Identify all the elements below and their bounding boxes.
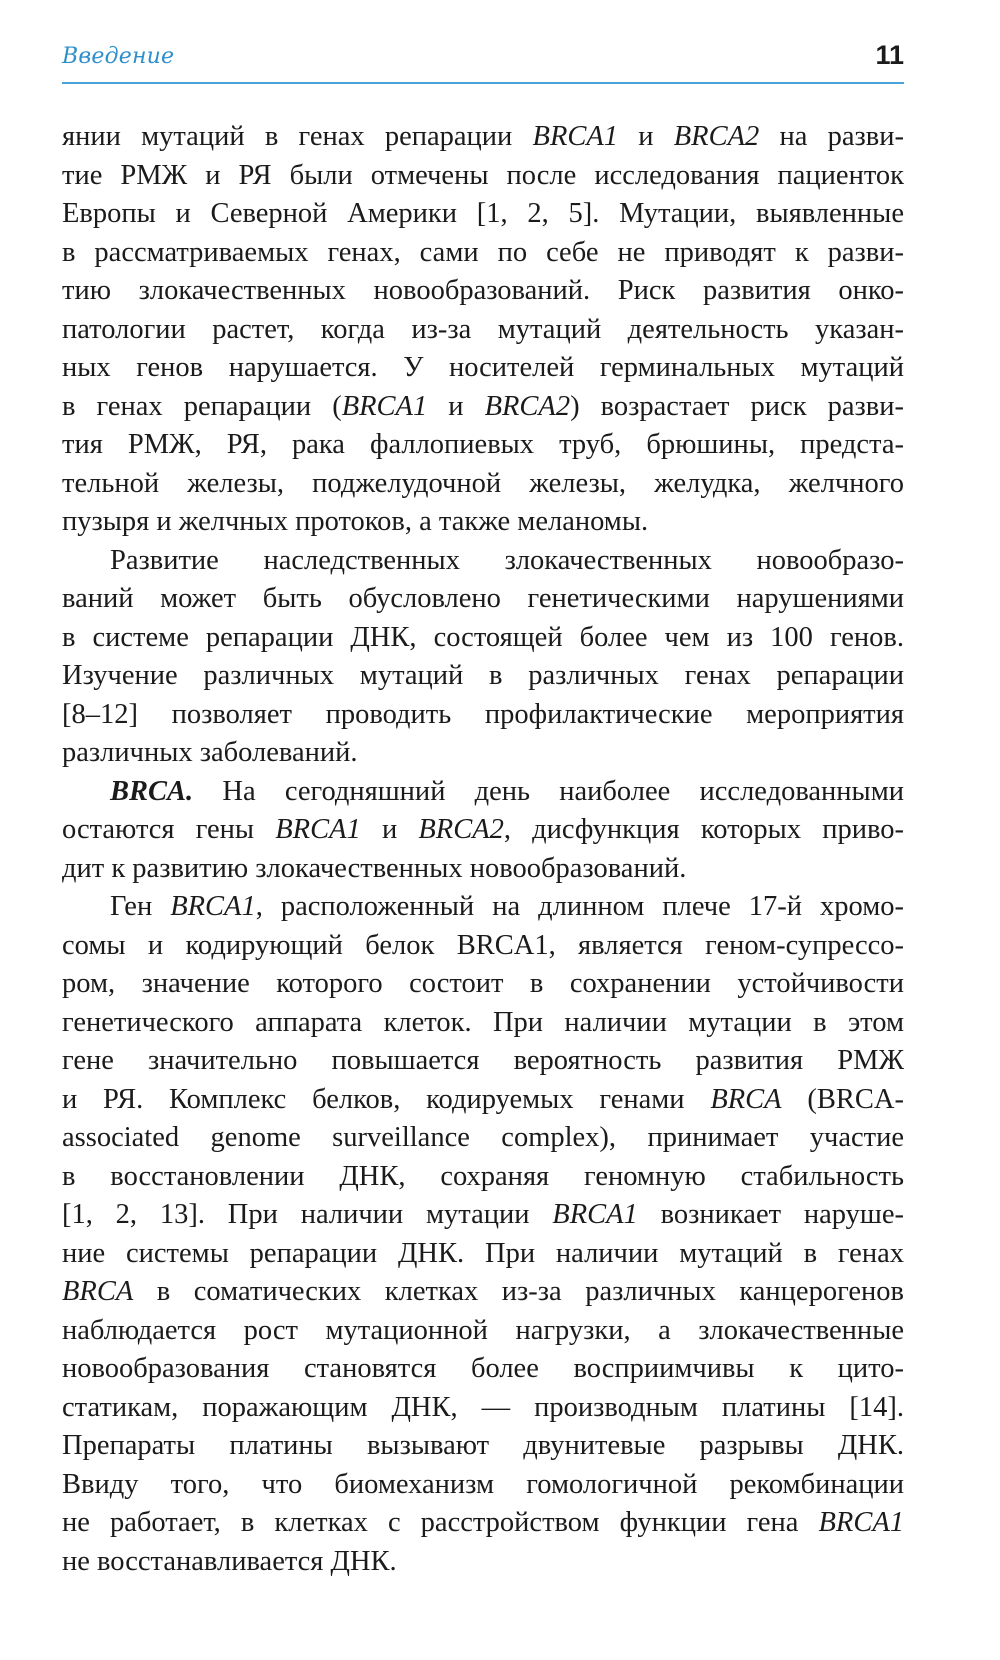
text-run: возникает наруше- <box>637 1199 904 1230</box>
text-run: , расположенный на длинном плече 17-й хромо- <box>255 891 904 922</box>
text-line <box>62 1235 904 1274</box>
text-line <box>62 195 904 234</box>
text-run: различных заболеваний. <box>62 737 358 768</box>
text-run: не восстанавливается ДНК. <box>62 1545 397 1577</box>
gene-name: BRCA1 <box>275 814 361 845</box>
text-run: сомы и кодирующий белок BRCA1, является геном-супрессо- <box>62 929 904 961</box>
text-run: ром, значение которого состоит в сохранении устойчивости <box>62 968 904 999</box>
text-run: и <box>618 121 674 152</box>
text-line <box>62 426 904 465</box>
text-line <box>62 118 904 157</box>
text-line <box>62 272 904 311</box>
text-run: тия РМЖ, РЯ, рака фаллопиевых труб, брюшины, предста- <box>62 429 904 460</box>
gene-name: BRCA1 <box>170 891 256 922</box>
text-line <box>62 1350 904 1389</box>
text-line <box>62 1004 904 1043</box>
gene-name: BRCA <box>710 1083 782 1115</box>
text-line <box>62 580 904 619</box>
body-text <box>62 118 904 1581</box>
text-run: Развитие наследственных злокачественных новообразо- <box>110 544 904 576</box>
text-run: генетического аппарата клеток. При наличии мутации в этом <box>62 1006 904 1038</box>
text-line <box>62 1119 904 1158</box>
paragraph <box>62 773 904 889</box>
text-run: ) возрастает риск разви- <box>570 390 904 422</box>
text-run: На сегодняшний день наиболее исследованными <box>193 775 904 807</box>
text-line <box>62 1504 904 1543</box>
text-line <box>62 811 904 850</box>
text-run: янии мутаций в генах репарации <box>62 121 533 152</box>
text-run: Изучение различных мутаций в различных генах репарации <box>62 660 904 691</box>
text-line <box>62 965 904 1004</box>
text-line <box>62 1158 904 1197</box>
text-run: ных генов нарушается. У носителей герминальных мутаций <box>62 352 904 383</box>
text-run: патологии растет, когда из-за мутаций деятельность указан- <box>62 313 904 345</box>
text-run: тельной железы, поджелудочной железы, желудка, желчного <box>62 467 904 499</box>
text-run: тию злокачественных новообразований. Риск развития онко- <box>62 275 904 306</box>
text-line <box>62 503 904 542</box>
text-run: не работает, в клетках с расстройством функции гена <box>62 1507 819 1538</box>
text-line <box>62 1081 904 1120</box>
gene-name: BRCA2 <box>484 390 571 422</box>
text-line <box>62 927 904 966</box>
text-line <box>62 234 904 273</box>
text-run: в системе репарации ДНК, состоящей более чем из 100 генов. <box>62 621 904 653</box>
gene-name: BRCA. <box>110 775 194 807</box>
text-run: и <box>427 390 485 422</box>
text-line <box>62 696 904 735</box>
text-line <box>62 1543 904 1582</box>
text-line <box>62 773 904 812</box>
text-run: новообразования становятся более восприимчивы к цито- <box>62 1353 904 1384</box>
text-run: наблюдается рост мутационной нагрузки, а злокачественные <box>62 1314 904 1346</box>
text-line <box>62 1196 904 1235</box>
text-run: Препараты платины вызывают двунитевые разрывы ДНК. <box>62 1430 904 1461</box>
text-run: associated genome surveillance complex), принимает участие <box>62 1122 904 1153</box>
text-line <box>62 157 904 196</box>
text-line <box>62 888 904 927</box>
gene-name: BRCA1 <box>341 390 428 422</box>
text-run: дит к развитию злокачественных новообразований. <box>62 852 687 884</box>
text-line <box>62 1427 904 1466</box>
running-head <box>62 40 904 84</box>
text-run: пузыря и желчных протоков, а также меланомы. <box>62 506 649 537</box>
text-run: в генах репарации ( <box>62 390 342 422</box>
text-line <box>62 388 904 427</box>
gene-name: BRCA2 <box>418 814 504 845</box>
text-run: Ген <box>110 891 171 922</box>
gene-name: BRCA1 <box>818 1507 904 1538</box>
paragraph <box>62 118 904 542</box>
text-run: ние системы репарации ДНК. При наличии мутаций в генах <box>62 1237 904 1269</box>
gene-name: BRCA1 <box>552 1199 638 1230</box>
text-run: тие РМЖ и РЯ были отмечены после исследования пациенток <box>62 159 904 191</box>
gene-name: BRCA2 <box>673 121 760 152</box>
text-line <box>62 1312 904 1351</box>
text-run: и РЯ. Комплекс белков, кодируемых генами <box>62 1083 711 1115</box>
text-line <box>62 542 904 581</box>
text-run: статикам, поражающим ДНК, — производным платины [14]. <box>62 1391 904 1423</box>
text-run: остаются гены <box>62 814 276 845</box>
text-line <box>62 1042 904 1081</box>
text-run: в восстановлении ДНК, сохраняя геномную стабильность <box>62 1160 904 1192</box>
text-run: [8–12] позволяет проводить профилактические мероприятия <box>62 698 904 730</box>
text-run: (BRCA- <box>781 1083 904 1115</box>
section-title: Введение <box>62 44 175 69</box>
paragraph <box>62 542 904 773</box>
text-line <box>62 619 904 658</box>
gene-name: BRCA <box>62 1276 134 1307</box>
text-run: ваний может быть обусловлено генетическими нарушениями <box>62 583 904 614</box>
text-line <box>62 734 904 773</box>
text-run: гене значительно повышается вероятность развития РМЖ <box>62 1045 904 1076</box>
text-run: на разви- <box>759 121 904 152</box>
text-run: , дисфункция которых приво- <box>503 814 904 845</box>
text-line <box>62 1466 904 1505</box>
text-run: в соматических клетках из-за различных канцерогенов <box>133 1276 904 1307</box>
text-line <box>62 1273 904 1312</box>
text-line <box>62 465 904 504</box>
text-line <box>62 657 904 696</box>
text-line <box>62 1389 904 1428</box>
page-number: 11 <box>875 40 904 70</box>
gene-name: BRCA1 <box>532 121 619 152</box>
text-run: Ввиду того, что биомеханизм гомологичной рекомбинации <box>62 1468 904 1500</box>
text-run: [1, 2, 13]. При наличии мутации <box>62 1199 553 1230</box>
text-run: Европы и Северной Америки [1, 2, 5]. Мутации, выявленные <box>62 198 904 229</box>
paragraph <box>62 888 904 1581</box>
text-run: и <box>360 814 419 845</box>
text-line <box>62 850 904 889</box>
text-line <box>62 311 904 350</box>
text-run: в рассматриваемых генах, сами по себе не приводят к разви- <box>62 236 904 268</box>
text-line <box>62 349 904 388</box>
